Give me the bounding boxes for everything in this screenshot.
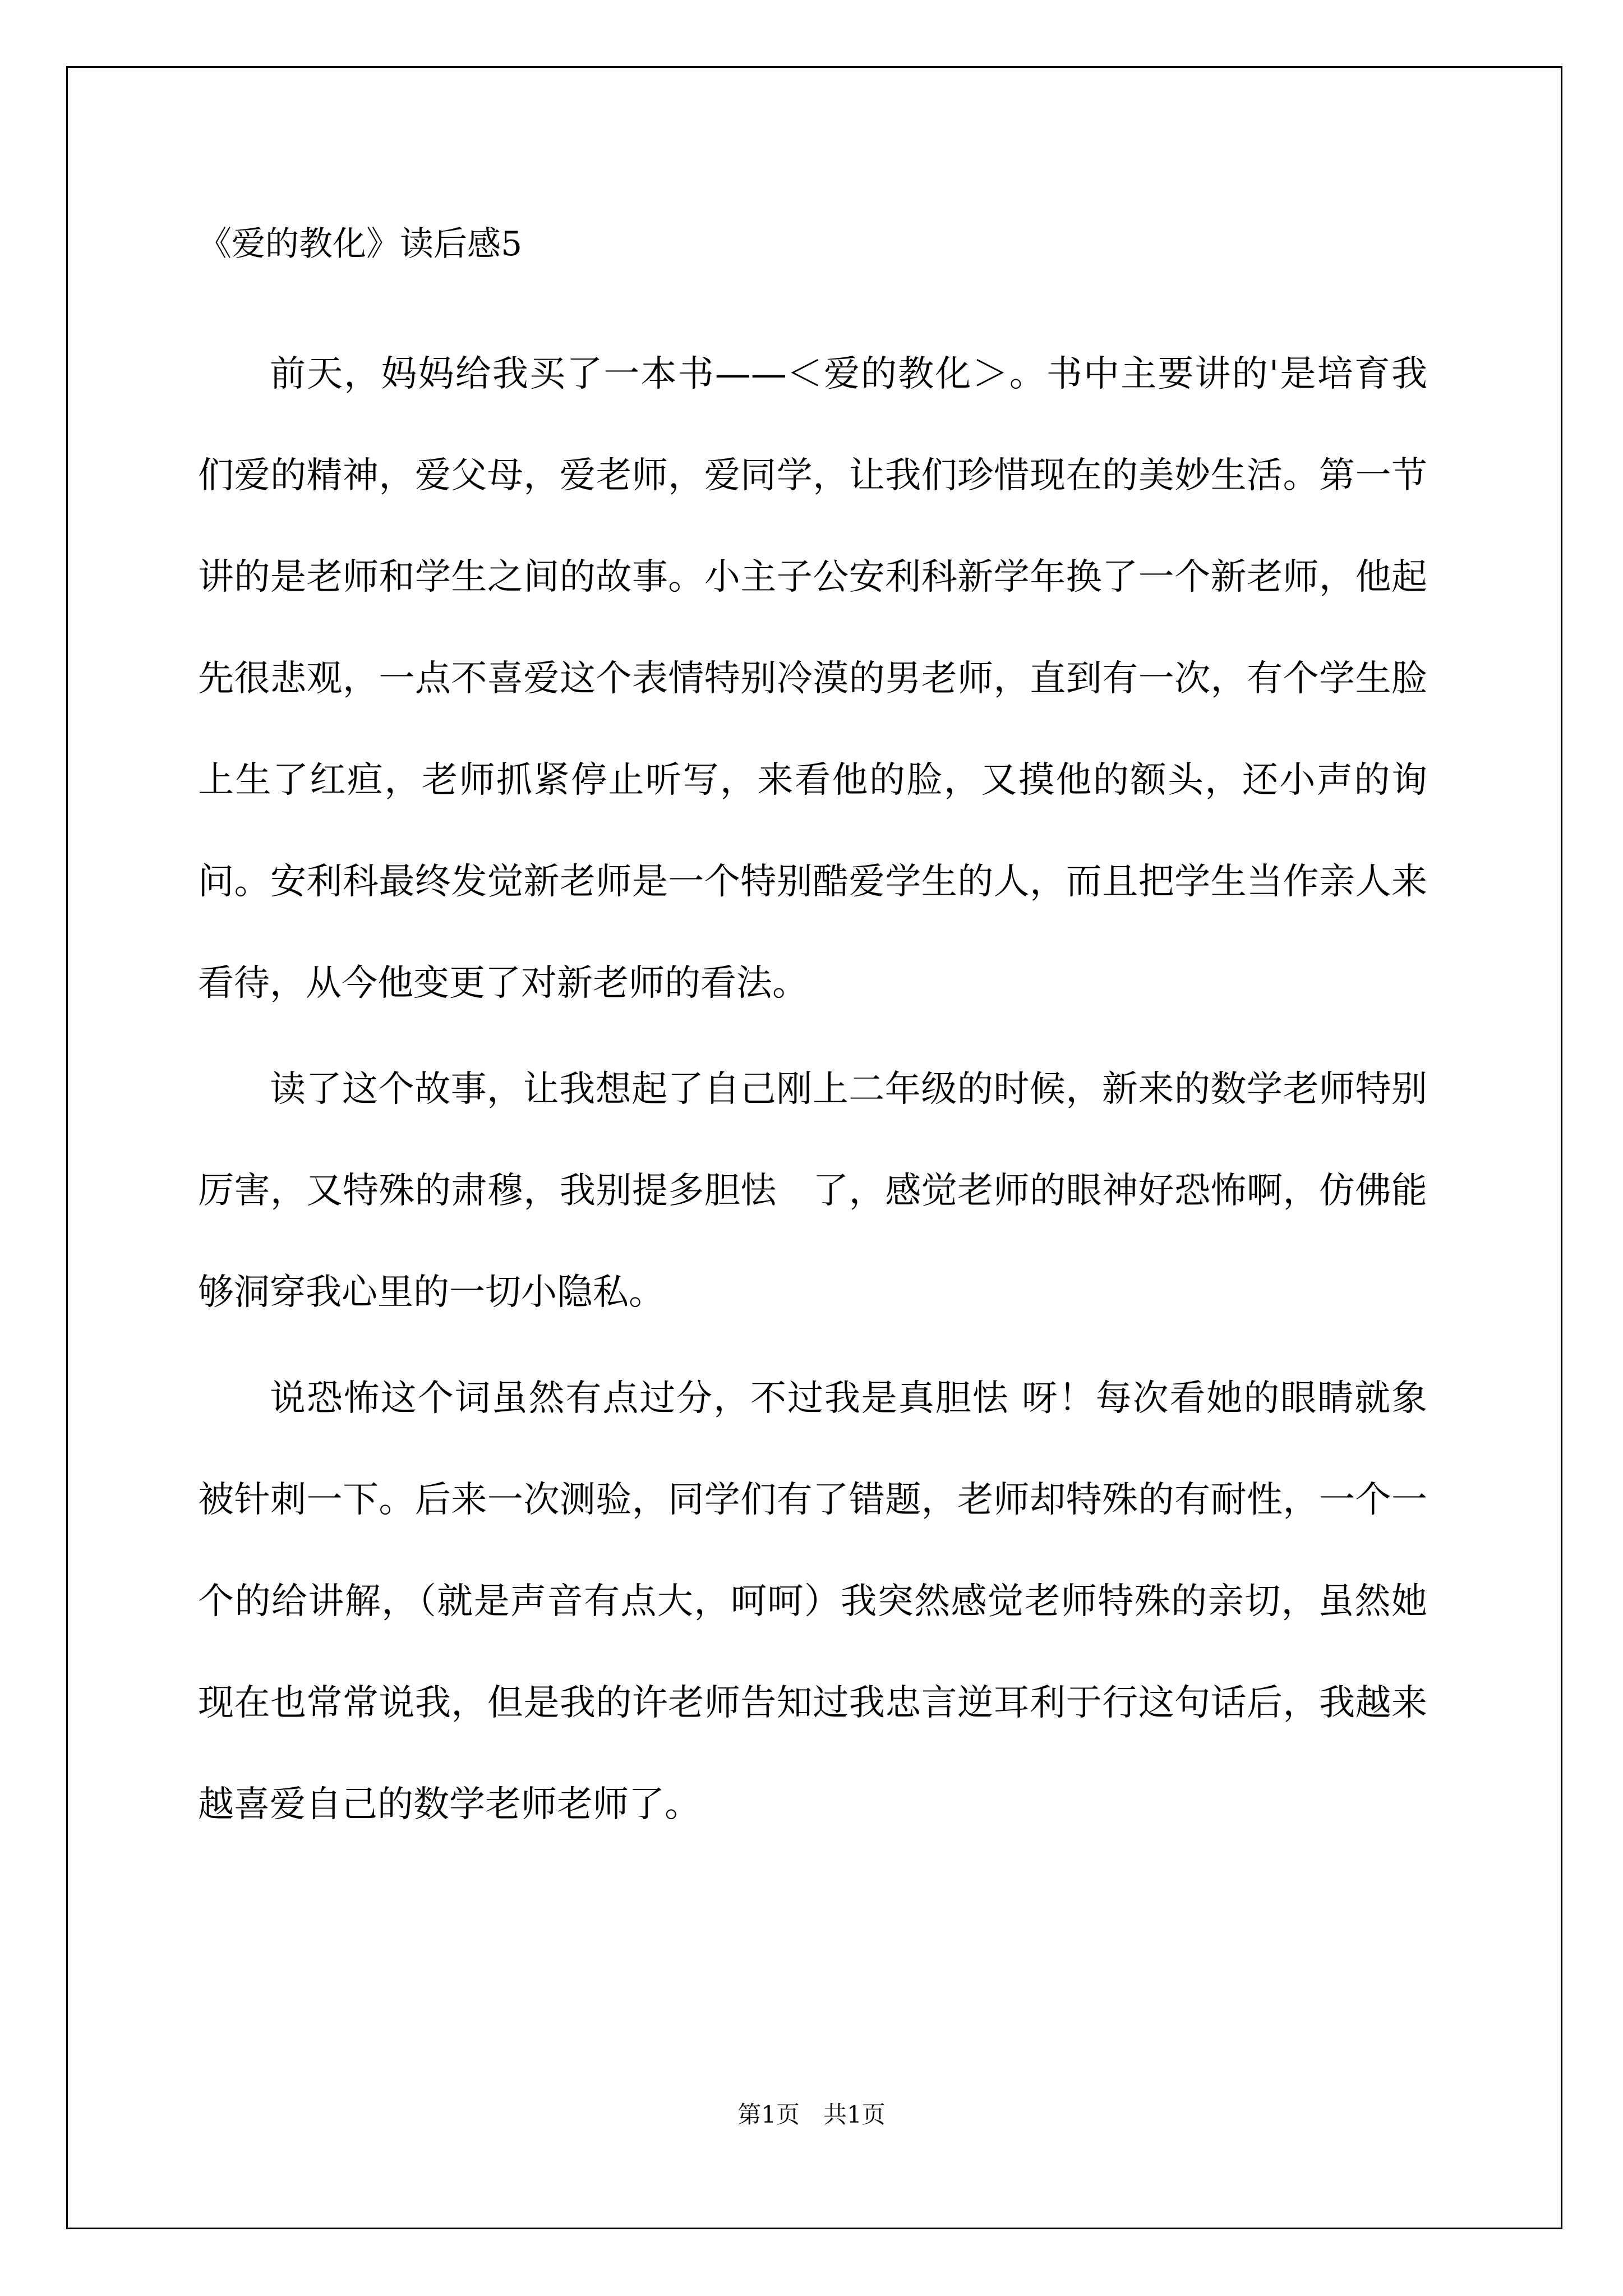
paragraph-1: 前天，妈妈给我买了一本书——＜爱的教化＞。书中主要讲的'是培育我们爱的精神，爱父母，爱老师，爱同学，让我们珍惜现在的美妙生活。第一节讲的是老师和学生之间的故事。小主子公安利科新学年换了一个新老师，他起先很悲观，一点不喜爱这个表情特别冷漠的男老师，直到有一次，有个学生脸上生了红疸，老师抓紧停止听写，来看他的脸，又摸他的额头，还小声的询问。安利科最终发觉新老师是一个特别酷爱学生的人，而且把学生当作亲人来看待，从今他变更了对新老师的看法。 <box>198 353 1427 1004</box>
document-title: 《爱的教化》读后感5 <box>198 224 523 264</box>
page-footer: 第1页 共1页 <box>737 2101 886 2128</box>
paragraph-3: 说恐怖这个词虽然有点过分，不过我是真胆怯 呀！每次看她的眼睛就象被针刺一下。后来一次测验，同学们有了错题，老师却特殊的有耐性，一个一个的给讲解，（就是声音有点大，呵呵）我突然感觉老师特殊的亲切，虽然她现在也常常说我，但是我的许老师告知过我忠言逆耳利于行这句话后，我越来越喜爱自己的数学老师老师了。 <box>198 1378 1427 1825</box>
document-body <box>198 222 1427 1860</box>
paragraph-2: 读了这个故事，让我想起了自己刚上二年级的时候，新来的数学老师特别厉害，又特殊的肃穆，我别提多胆怯 了，感觉老师的眼神好恐怖啊，仿佛能够洞穿我心里的一切小隐私。 <box>198 1069 1427 1313</box>
